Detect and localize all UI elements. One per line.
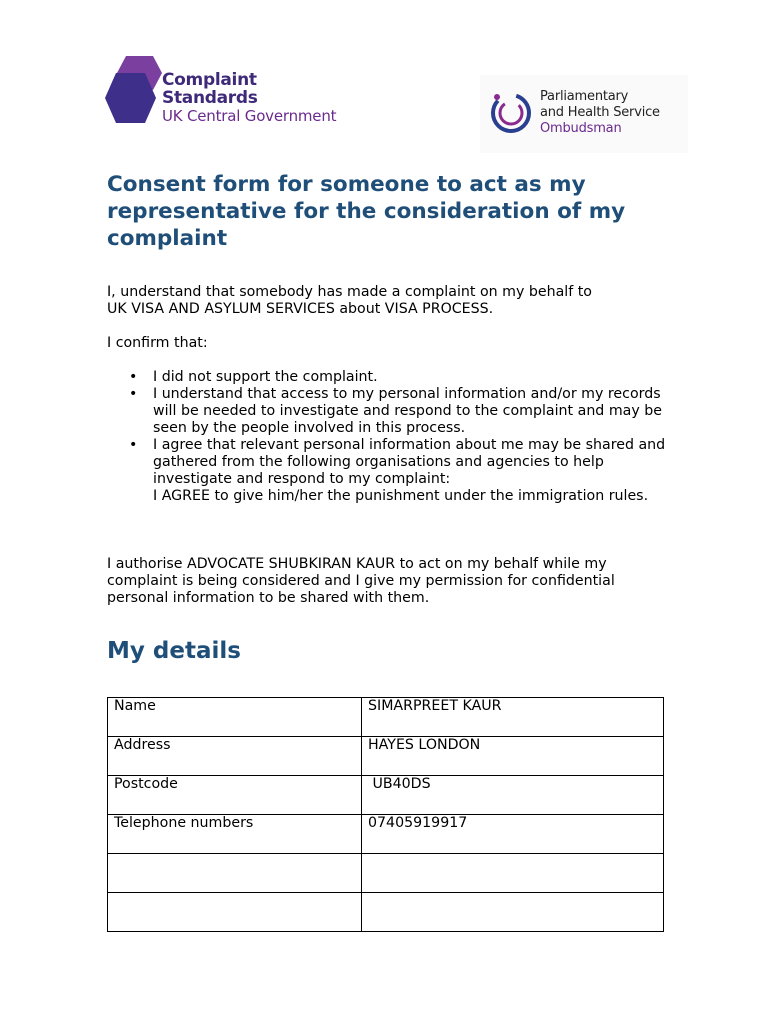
table-row [108, 776, 664, 815]
ombudsman-swirl-icon [485, 87, 537, 139]
table-value-cell[interactable]: 07405919917 [362, 815, 664, 854]
logo-text-line3: UK Central Government [162, 107, 337, 125]
phso-text-line3: Ombudsman [540, 121, 622, 136]
list-item-text: I did not support the complaint. [153, 369, 378, 385]
details-table [107, 697, 664, 932]
bullet-icon: • [129, 369, 138, 385]
table-value-cell[interactable] [362, 893, 664, 932]
details-heading: My details [107, 638, 241, 664]
bullet-icon: • [129, 386, 138, 402]
table-row [108, 893, 664, 932]
authorise-paragraph: I authorise ADVOCATE SHUBKIRAN KAUR to act on my behalf while my complaint is being considered and I give my permission for confidential personal information to be shared with them. [107, 556, 615, 606]
phso-text-line2: and Health Service [540, 105, 660, 120]
intro-line1: I, understand that somebody has made a complaint on my behalf to [107, 284, 592, 300]
list-item-extra-text: I AGREE to give him/her the punishment under the immigration rules. [153, 488, 649, 504]
list-item [107, 369, 667, 386]
table-label-cell: Address [108, 737, 362, 776]
logo-text-line2: Standards [162, 88, 258, 108]
list-item [107, 386, 667, 437]
logo-text-line1: Complaint [162, 70, 257, 90]
form-title: Consent form for someone to act as my representative for the consideration of my complaint [107, 172, 626, 251]
table-value-cell[interactable] [362, 854, 664, 893]
phso-text-line1: Parliamentary [540, 89, 629, 104]
list-item-text: I agree that relevant personal information about me may be shared and gathered from the following organisations and agencies to help investigate and respond to my complaint: [153, 437, 666, 487]
phso-logo [480, 75, 688, 153]
table-row [108, 854, 664, 893]
bullet-icon: • [129, 437, 138, 453]
table-row [108, 737, 664, 776]
table-row [108, 698, 664, 737]
confirm-heading: I confirm that: [107, 335, 208, 351]
confirm-list [107, 369, 667, 505]
table-row [108, 815, 664, 854]
table-value-cell[interactable]: HAYES LONDON [362, 737, 664, 776]
table-label-cell: Postcode [108, 776, 362, 815]
table-value-cell[interactable]: SIMARPREET KAUR [362, 698, 664, 737]
list-item-text: I understand that access to my personal information and/or my records will be needed to investigate and respond to the complaint and may be seen by the people involved in this process. [153, 386, 662, 436]
table-label-cell: Name [108, 698, 362, 737]
table-value-cell[interactable]: UB40DS [362, 776, 664, 815]
table-label-cell[interactable] [108, 893, 362, 932]
intro-paragraph [107, 284, 667, 318]
table-label-cell: Telephone numbers [108, 815, 362, 854]
hexagon-logo-icon [100, 55, 164, 125]
intro-line2: UK VISA AND ASYLUM SERVICES about VISA PROCESS. [107, 301, 494, 317]
table-label-cell[interactable] [108, 854, 362, 893]
list-item [107, 437, 667, 505]
complaint-standards-logo [100, 55, 360, 125]
